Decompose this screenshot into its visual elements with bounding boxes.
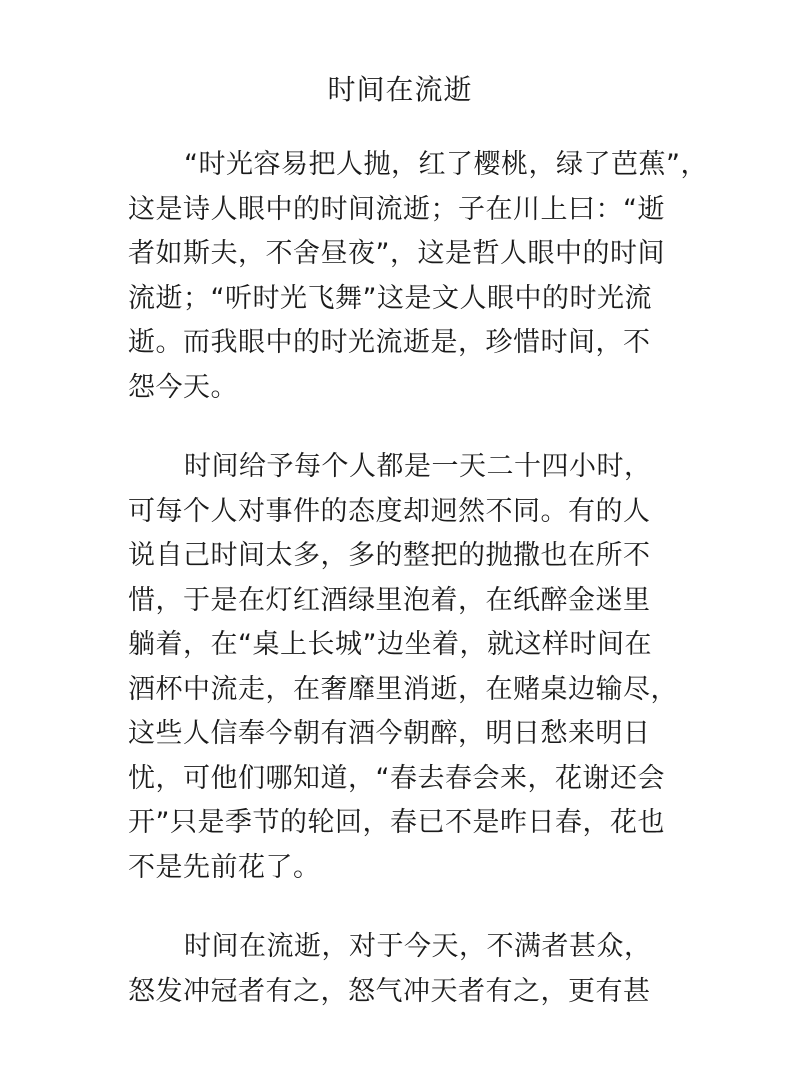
- paragraph-3: [128, 925, 688, 1014]
- text-line: 怒发冲冠者有之，怒气冲天者有之，更有甚: [128, 975, 651, 1007]
- text-line: 时间给予每个人都是一天二十四小时，: [184, 451, 652, 482]
- document-body: [128, 143, 708, 1049]
- text-line: 这是诗人眼中的时间流逝；子在川上曰：“逝: [128, 193, 665, 225]
- paragraph-2: [128, 445, 688, 890]
- text-line: 躺着，在“桌上长城”边坐着，就这样时间在: [128, 629, 652, 660]
- paragraph-1: [128, 143, 708, 410]
- document-title: 时间在流逝: [327, 73, 473, 106]
- text-line: 说自己时间太多，多的整把的抛撒也在所不: [128, 540, 651, 571]
- text-line: “时光容易把人抛，红了樱桃，绿了芭蕉”，: [184, 149, 708, 180]
- text-line: 流逝；“听时光飞舞”这是文人眼中的时光流: [128, 282, 652, 314]
- text-line: 惜，于是在灯红酒绿里泡着，在纸醉金迷里: [128, 584, 651, 616]
- text-line: 这些人信奉今朝有酒今朝醉，明日愁来明日: [128, 718, 651, 749]
- text-line: 怨今天。: [128, 371, 238, 403]
- text-line: 者如斯夫，不舍昼夜”，这是哲人眼中的时间: [128, 238, 665, 269]
- text-line: 不是先前花了。: [128, 851, 321, 883]
- text-line: 忧，可他们哪知道，“春去春会来，花谢还会: [128, 762, 665, 794]
- text-line: 开”只是季节的轮回，春已不是昨日春，花也: [128, 807, 665, 838]
- text-line: 酒杯中流走，在奢靡里消逝，在赌桌边输尽，: [128, 673, 678, 705]
- text-line: 逝。而我眼中的时光流逝是，珍惜时间，不: [128, 327, 651, 358]
- text-line: 时间在流逝，对于今天，不满者甚众，: [184, 931, 652, 962]
- text-line: 可每个人对事件的态度却迥然不同。有的人: [128, 495, 651, 527]
